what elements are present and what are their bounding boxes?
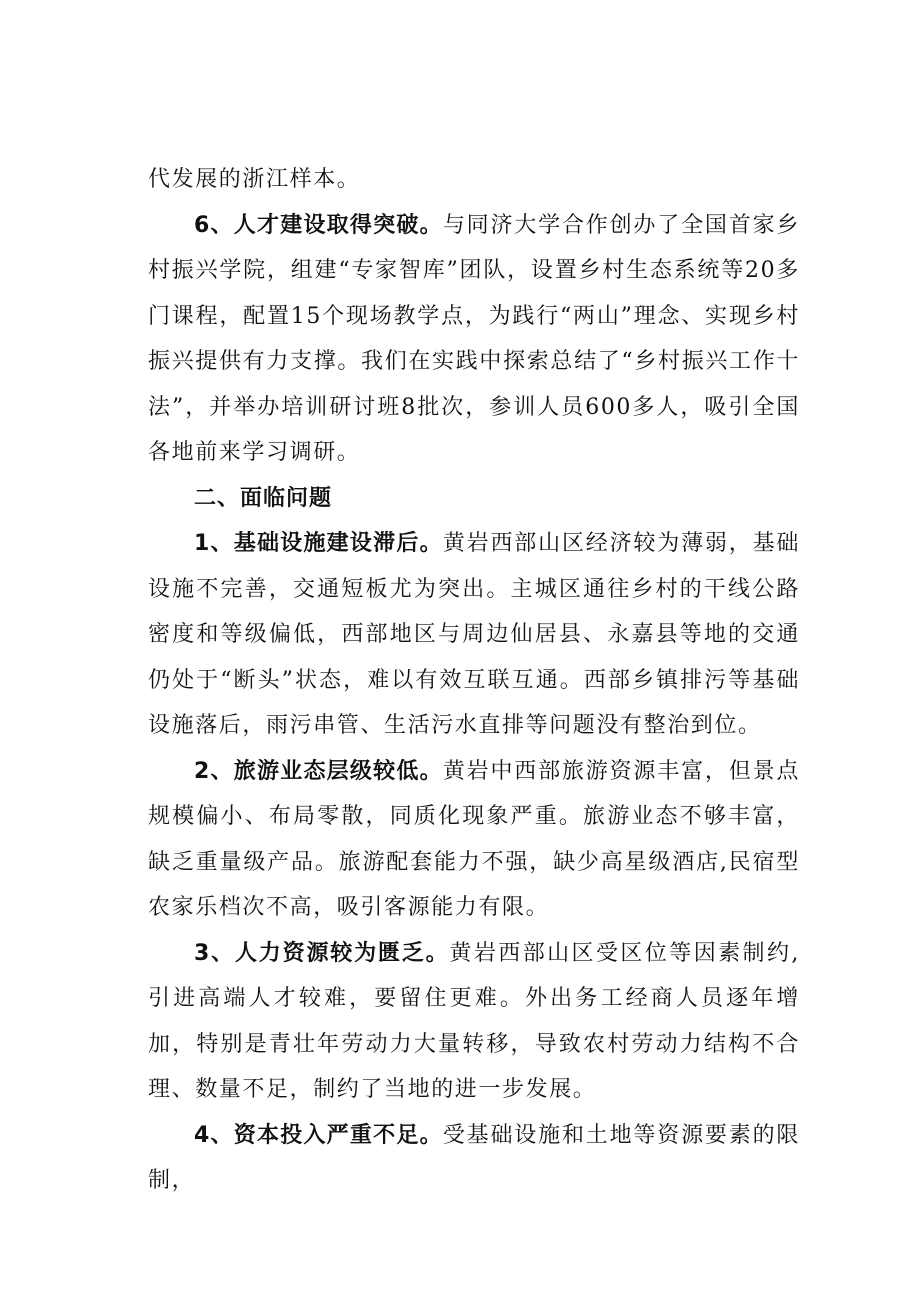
paragraph-capital-investment (148, 1113, 800, 1204)
paragraph-infrastructure (148, 521, 800, 749)
paragraph-tourism (148, 749, 800, 931)
paragraph-continuation (148, 157, 800, 203)
paragraph-human-resources (148, 931, 800, 1113)
paragraph-text: 受基础设施和土地等资源要素的限制， (148, 1122, 800, 1193)
paragraph-text: 黄岩西部山区经济较为薄弱，基础设施不完善，交通短板尤为突出。主城区通往乡村的干线公路密度和等级偏低，西部地区与周边仙居县、永嘉县等地的交通仍处于“断头”状态，难以有效互联互通。西部乡镇排污等基础设施落后，雨污串管、生活污水直排等问题没有整治到位。 (148, 531, 800, 738)
paragraph-lead: 3、人力资源较为匮乏。 (194, 940, 450, 966)
paragraph-lead: 4、资本投入严重不足。 (194, 1122, 443, 1148)
paragraph-text: 黄岩中西部旅游资源丰富，但景点规模偏小、布局零散，同质化现象严重。旅游业态不够丰富，缺乏重量级产品。旅游配套能力不强，缺少高星级酒店,民宿型农家乐档次不高，吸引客源能力有限。 (148, 758, 800, 920)
paragraph-text: 代发展的浙江样本。 (148, 167, 361, 192)
document-page (148, 157, 800, 1204)
paragraph-lead: 6、人才建设取得突破。 (194, 212, 443, 238)
paragraph-lead: 1、基础设施建设滞后。 (194, 531, 443, 556)
paragraph-text: 黄岩西部山区受区位等因素制约,引进高端人才较难，要留住更难。外出务工经商人员逐年增加，特别是青壮年劳动力大量转移，导致农村劳动力结构不合理、数量不足，制约了当地的进一步发展。 (148, 940, 801, 1102)
paragraph-talent-building (148, 203, 800, 476)
section-heading: 二、面临问题 (194, 485, 333, 511)
paragraph-text: 与同济大学合作创办了全国首家乡村振兴学院，组建“专家智库”团队，设置乡村生态系统等20多门课程，配置15个现场教学点，为践行“两山”理念、实现乡村振兴提供有力支撑。我们在实践中探索总结了“乡村振兴工作十法”，并举办培训研讨班8批次，参训人员600多人，吸引全国各地前来学习调研。 (148, 212, 800, 465)
paragraph-lead: 2、旅游业态层级较低。 (194, 758, 443, 784)
